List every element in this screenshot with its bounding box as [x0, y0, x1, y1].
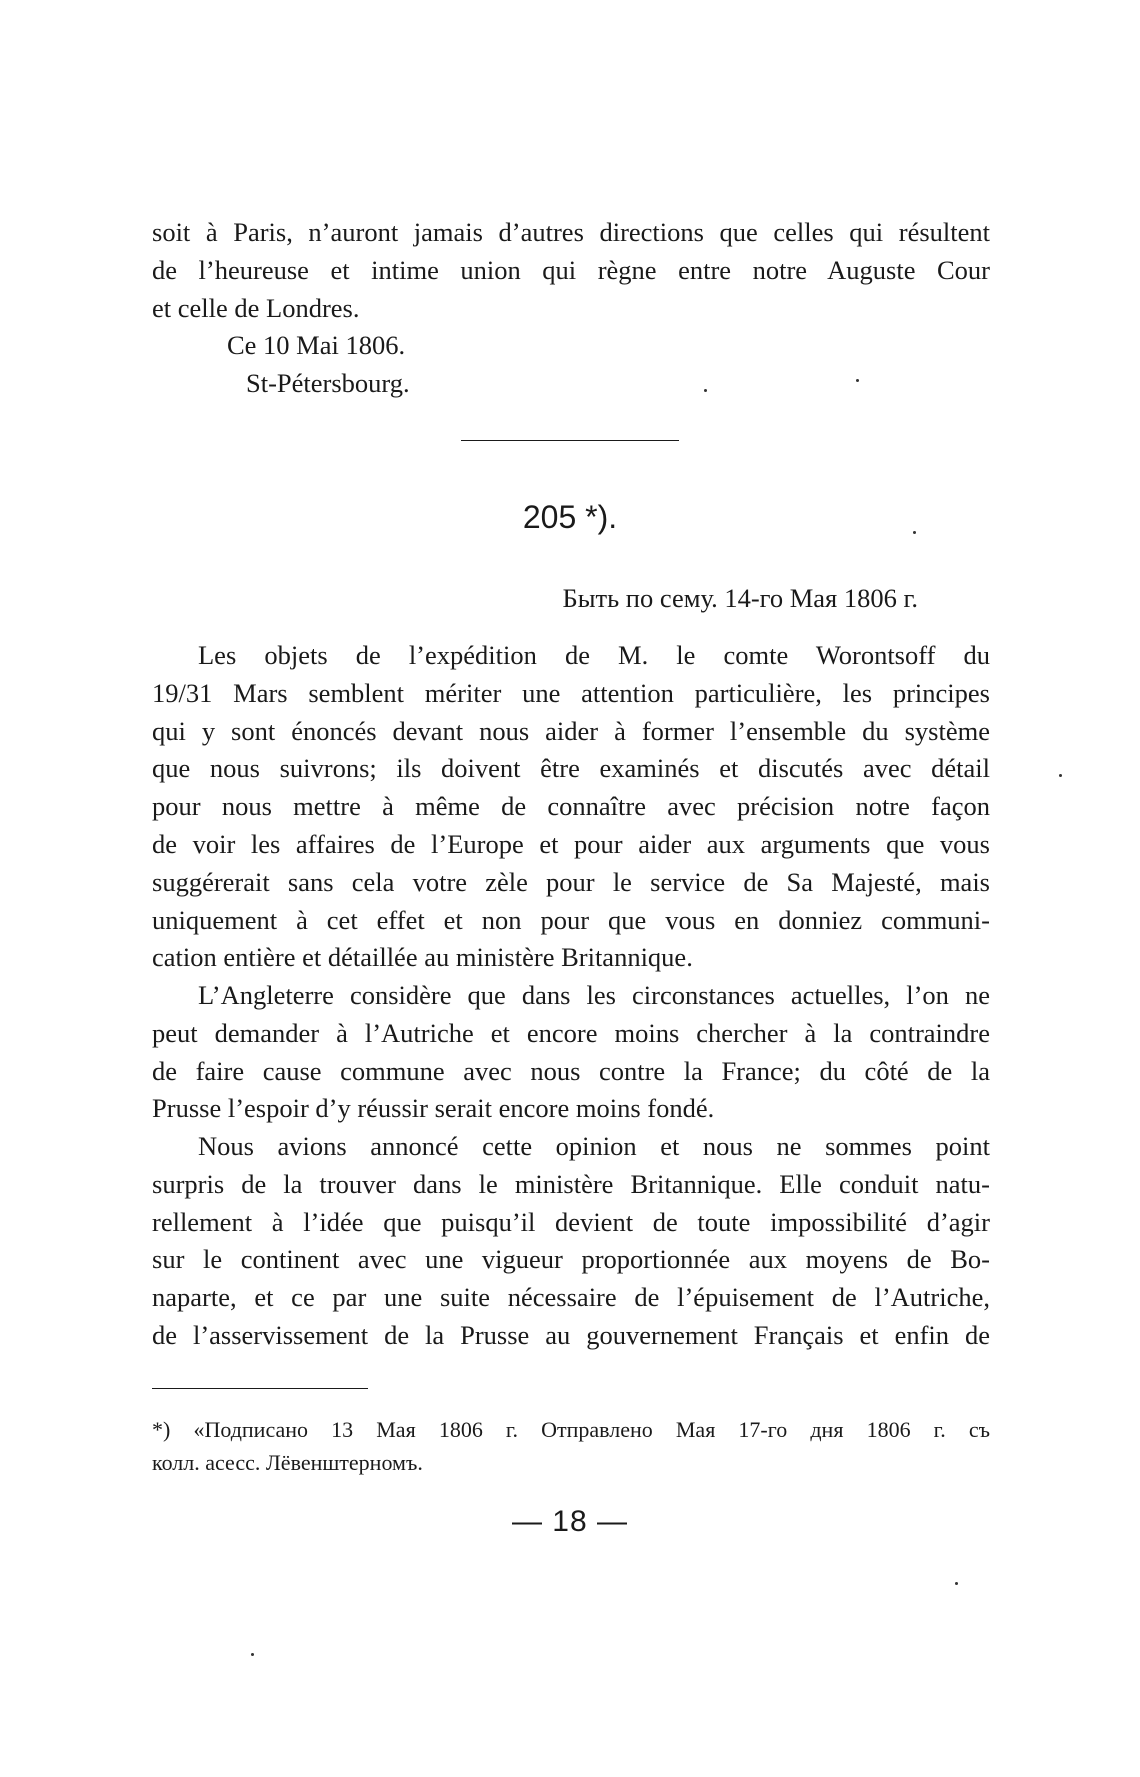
text-line: soit à Paris, n’auront jamais d’autres directions que celles qui résultent — [152, 217, 990, 247]
text-line: que nous suivrons; ils doivent être examinés et discutés avec détail — [152, 753, 990, 784]
body-paragraph-3 — [152, 1128, 990, 1355]
text-line: de faire cause commune avec nous contre la France; du côté de la — [152, 1055, 990, 1086]
top-paragraph — [152, 214, 990, 327]
text-line: suggérerait sans cela votre zèle pour le service de Sa Majesté, mais — [152, 866, 990, 897]
dateline-place: St-Pétersbourg. — [246, 368, 410, 398]
scan-speck — [1059, 774, 1062, 777]
text-line: uniquement à cet effet et non pour que vous en donniez communi- — [152, 904, 990, 935]
footnote — [152, 1413, 990, 1479]
text-line: sur le continent avec une vigueur proportionnée aux moyens de Bo- — [152, 1244, 990, 1275]
text-line: Les objets de l’expédition de M. le comte Worontsoff du — [198, 640, 990, 670]
footnote-line: *) «Подписано 13 Мая 1806 г. Отправлено Мая 17-го дня 1806 г. съ — [152, 1417, 990, 1442]
body-paragraph-2 — [152, 977, 990, 1128]
scan-speck — [704, 389, 707, 392]
scan-speck — [856, 379, 859, 382]
text-line: pour nous mettre à même de connaître avec précision notre façon — [152, 791, 990, 822]
scan-speck — [913, 531, 916, 534]
text-line: de l’asservissement de la Prusse au gouvernement Français et enfin de — [152, 1319, 990, 1350]
footnote-line: колл. асесс. Лёвенштерномъ. — [152, 1450, 423, 1475]
text-line: 19/31 Mars semblent mériter une attention particulière, les principes — [152, 677, 990, 708]
footnote-divider — [152, 1388, 368, 1389]
text-line: Prusse l’espoir d’y réussir serait encore moins fondé. — [152, 1093, 715, 1124]
dateline-date: Ce 10 Mai 1806. — [227, 330, 406, 360]
text-line: qui y sont énoncés devant nous aider à former l’ensemble du système — [152, 715, 990, 746]
scan-speck — [251, 1653, 254, 1656]
section-divider — [461, 440, 679, 441]
scan-speck — [955, 1582, 958, 1585]
text-line: de l’heureuse et intime union qui règne entre notre Auguste Cour — [152, 254, 990, 285]
text-line: peut demander à l’Autriche et encore moins chercher à la contraindre — [152, 1017, 990, 1048]
page-number: — 18 — — [511, 1505, 629, 1538]
text-line: cation entière et détaillée au ministère Britannique. — [152, 942, 693, 973]
text-line: surpris de la trouver dans le ministère Britannique. Elle conduit natu- — [152, 1168, 990, 1199]
body-paragraph-1 — [152, 637, 990, 977]
imperial-resolution: Быть по сему. 14-го Мая 1806 г. — [562, 583, 918, 613]
text-line: naparte, et ce par une suite nécessaire de l’épuisement de l’Autriche, — [152, 1282, 990, 1313]
text-line: rellement à l’idée que puisqu’il devient de toute impossibilité d’agir — [152, 1206, 990, 1237]
text-line: Nous avions annoncé cette opinion et nous ne sommes point — [198, 1131, 990, 1161]
text-line: et celle de Londres. — [152, 292, 360, 323]
document-number: 205 *). — [522, 499, 618, 535]
text-line: de voir les affaires de l’Europe et pour aider aux arguments que vous — [152, 828, 990, 859]
text-line: L’Angleterre considère que dans les circonstances actuelles, l’on ne — [198, 980, 990, 1010]
